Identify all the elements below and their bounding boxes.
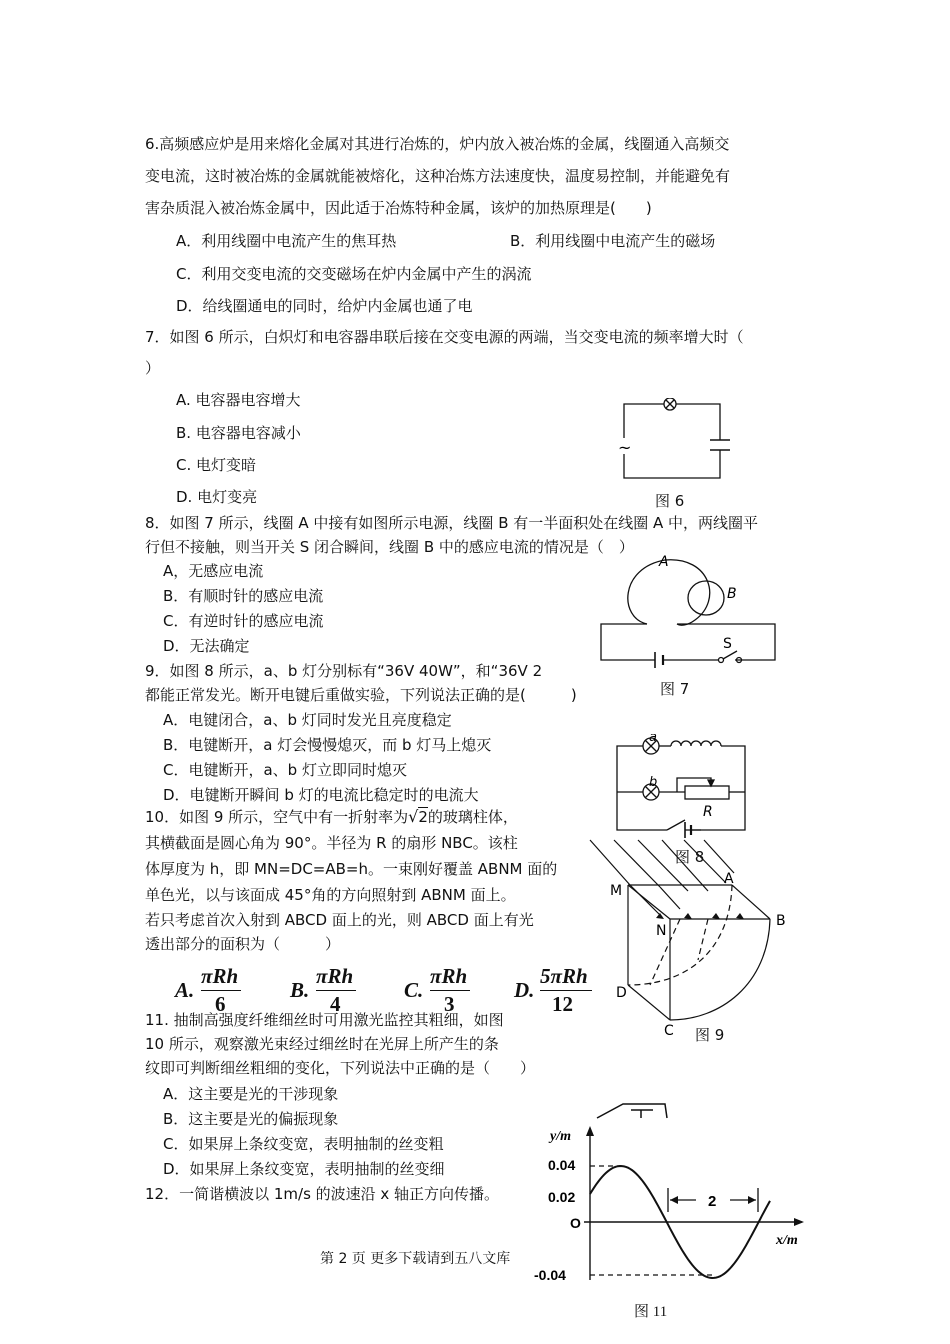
lamp-a-label: a xyxy=(649,734,657,745)
page-footer: 第 2 页 更多下载请到五八文库 xyxy=(320,1251,511,1267)
q6-option-b: B．利用线圈中电流产生的磁场 xyxy=(510,232,716,250)
q11-option-c: C．如果屏上条纹变宽，表明抽制的丝变粗 xyxy=(163,1135,444,1153)
q9-option-d: D．电键断开瞬间 b 灯的电流比稳定时的电流大 xyxy=(163,786,479,804)
lamp-b-label: b xyxy=(649,775,658,790)
y-axis-label: y/m xyxy=(550,1129,571,1144)
point-d-label: D xyxy=(616,985,627,1001)
figure-9-caption: 图 9 xyxy=(695,1026,725,1044)
wavelength-arrowhead-right xyxy=(748,1196,756,1204)
tick-label-0.02: 0.02 xyxy=(548,1189,576,1205)
figure-11-caption: 图 11 xyxy=(634,1304,668,1320)
point-m-label: M xyxy=(610,883,623,899)
sqrt-symbol: √ xyxy=(408,807,419,826)
q10-option-b xyxy=(290,964,360,1016)
q10-option-c-num: πRh xyxy=(430,964,468,988)
q10-line3: 体厚度为 h，即 MN=DC=AB=h。一束刚好覆盖 ABNM 面的 xyxy=(145,860,558,878)
fraction-bar xyxy=(201,990,241,991)
ac-source-symbol: ~ xyxy=(618,438,632,457)
origin-label: O xyxy=(570,1215,581,1231)
resistor-r-label: R xyxy=(703,804,713,820)
y-axis-arrow xyxy=(586,1126,594,1136)
q8-option-c: C．有逆时针的感应电流 xyxy=(163,612,324,630)
figure-7-caption: 图 7 xyxy=(660,680,690,698)
fraction-bar xyxy=(316,990,356,991)
q10-line5: 若只考虑首次入射到 ABCD 面上的光，则 ABCD 面上有光 xyxy=(145,911,534,929)
switch-s-label: S xyxy=(723,636,732,652)
point-c-label: C xyxy=(664,1023,674,1035)
q10-option-c-den: 3 xyxy=(444,992,455,1016)
q7-option-a: A. 电容器电容增大 xyxy=(176,391,301,409)
q11-option-a: A．这主要是光的干涉现象 xyxy=(163,1085,339,1103)
q10-option-b-den: 4 xyxy=(330,992,341,1016)
q10-line1 xyxy=(145,807,518,827)
q11-line2: 10 所示，观察激光束经过细丝时在光屏上所产生的条 xyxy=(145,1035,499,1053)
figure-9-glass-prism xyxy=(580,835,800,1035)
q8-option-d: D．无法确定 xyxy=(163,637,250,655)
q10-option-a-den: 6 xyxy=(215,992,226,1016)
q10-option-b-letter: B. xyxy=(290,978,310,1002)
q10-line6: 透出部分的面积为（ ） xyxy=(145,935,341,953)
q10-option-d-letter: D. xyxy=(514,978,535,1002)
q10-option-c xyxy=(404,964,474,1016)
q9-option-a: A．电键闭合，a、b 灯同时发光且亮度稳定 xyxy=(163,711,452,729)
tick-label-0.04: 0.04 xyxy=(548,1157,576,1173)
q9-line1: 9．如图 8 所示，a、b 灯分别标有“36V 40W”，和“36V 2 xyxy=(145,662,543,680)
q8-option-a: A，无感应电流 xyxy=(163,562,264,580)
sqrt-value: 2 xyxy=(418,808,428,826)
q10-option-a xyxy=(175,964,245,1016)
q7-option-d: D. 电灯变亮 xyxy=(176,488,258,506)
q10-line4: 单色光，以与该面成 45°角的方向照射到 ABNM 面上。 xyxy=(145,886,516,904)
fraction-bar xyxy=(430,990,470,991)
q10-option-b-num: πRh xyxy=(316,964,354,988)
q10-option-a-letter: A. xyxy=(175,978,195,1002)
q6-line1: 6.高频感应炉是用来熔化金属对其进行冶炼的，炉内放入被冶炼的金属，线圈通入高频交 xyxy=(145,135,730,153)
q7-option-b: B. 电容器电容减小 xyxy=(176,424,301,442)
q12-line1: 12．一简谐横波以 1m/s 的波速沿 x 轴正方向传播。 xyxy=(145,1185,500,1203)
figure-6-caption: 图 6 xyxy=(655,492,685,510)
q6-option-a: A．利用线圈中电流产生的焦耳热 xyxy=(176,232,397,250)
tick-label-neg-0.04: -0.04 xyxy=(534,1267,566,1283)
q11-line3: 纹即可判断细丝粗细的变化，下列说法中正确的是（ ） xyxy=(145,1059,536,1077)
x-axis-arrow xyxy=(794,1218,804,1226)
q8-line1: 8．如图 7 所示，线圈 A 中接有如图所示电源，线圈 B 有一半面积处在线圈 A 中，两线圈平 xyxy=(145,514,759,532)
figure-8-circuit xyxy=(605,734,755,844)
q10-line1-post: 的玻璃柱体， xyxy=(427,808,518,826)
wavelength-arrowhead-left xyxy=(670,1196,678,1204)
point-b-label: B xyxy=(776,913,786,929)
q10-option-d-den: 12 xyxy=(552,992,573,1016)
figure-7-coils xyxy=(595,548,785,678)
x-axis-label: x/m xyxy=(776,1233,798,1248)
q10-option-a-num: πRh xyxy=(201,964,239,988)
q6-option-d: D．给线圈通电的同时，给炉内金属也通了电 xyxy=(176,297,473,315)
wavelength-label: 2 xyxy=(708,1193,717,1210)
q10-line2: 其横截面是圆心角为 90°。半径为 R 的扇形 NBC。该柱 xyxy=(145,834,518,852)
q11-option-b: B．这主要是光的偏振现象 xyxy=(163,1110,339,1128)
q7-line2: ） xyxy=(145,359,161,377)
figure-6-circuit xyxy=(612,398,732,488)
q10-option-c-letter: C. xyxy=(404,978,424,1002)
q10-option-d-num: 5πRh xyxy=(540,964,588,988)
figure-10-fragment xyxy=(595,1098,675,1120)
q7-option-c: C. 电灯变暗 xyxy=(176,456,257,474)
q11-option-d: D．如果屏上条纹变宽，表明抽制的丝变细 xyxy=(163,1160,445,1178)
q8-option-b: B．有顺时针的感应电流 xyxy=(163,587,324,605)
q6-line2: 变电流，这时被冶炼的金属就能被熔化，这种冶炼方法速度快，温度易控制，并能避免有 xyxy=(145,167,731,185)
q8-line2: 行但不接触，则当开关 S 闭合瞬间，线圈 B 中的感应电流的情况是（ ） xyxy=(145,538,634,556)
q9-line2: 都能正常发光。断开电键后重做实验，下列说法正确的是( ) xyxy=(145,686,577,704)
point-a-label: A xyxy=(724,871,734,887)
figure-8-caption: 图 8 xyxy=(675,848,705,866)
q6-line3: 害杂质混入被冶炼金属中，因此适于冶炼特种金属，该炉的加热原理是( ) xyxy=(145,199,652,217)
q9-option-b: B．电键断开，a 灯会慢慢熄灭，而 b 灯马上熄灭 xyxy=(163,736,492,754)
figure-11-wave-chart xyxy=(530,1120,810,1295)
q11-line1: 11. 抽制高强度纤维细丝时可用激光监控其粗细，如图 xyxy=(145,1011,504,1029)
q10-line1-pre: 10．如图 9 所示，空气中有一折射率为 xyxy=(145,808,409,826)
coil-b-label: B xyxy=(727,586,737,602)
q9-option-c: C．电键断开，a、b 灯立即同时熄灭 xyxy=(163,761,407,779)
coil-a-label: A xyxy=(659,554,669,570)
point-n-label: N xyxy=(656,923,667,939)
q6-option-c: C．利用交变电流的交变磁场在炉内金属中产生的涡流 xyxy=(176,265,532,283)
q7-line1: 7．如图 6 所示，白炽灯和电容器串联后接在交变电源的两端，当交变电流的频率增大时（ xyxy=(145,328,744,346)
